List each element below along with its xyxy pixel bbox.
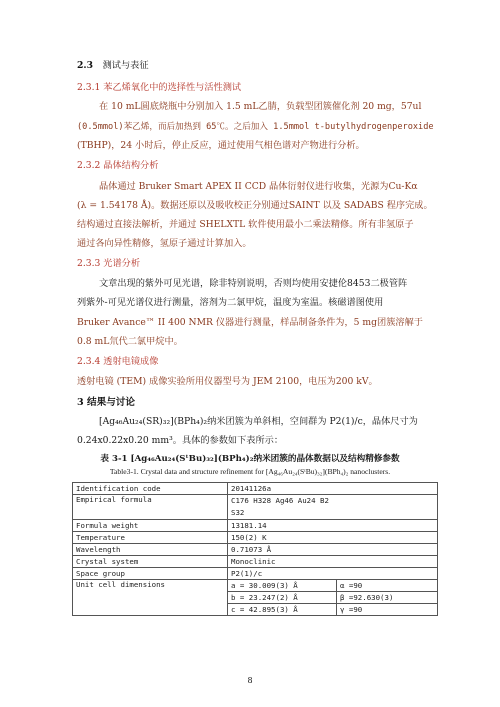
table-cell-value: 0.71073 Å	[228, 544, 438, 556]
subsection-heading-2-3-2: 2.3.2 晶体结构分析	[77, 160, 159, 171]
paragraph-line: 列紫外-可见光谱仪进行测量，溶剂为二氯甲烷，温度为室温。核磁谱图使用	[77, 297, 384, 308]
table-cell-label: Space group	[73, 568, 228, 580]
subsection-heading-2-3-1: 2.3.1 苯乙烯氧化中的选择性与活性测试	[77, 82, 242, 93]
section-number: 2.3	[77, 60, 93, 71]
table-cell-label: Unit cell dimensions	[73, 580, 228, 616]
paragraph-line: Bruker Avance™ II 400 NMR 仪器进行测量，样品制备条件为，5 mg团簇溶解于	[77, 317, 423, 328]
table-cell-value	[228, 495, 438, 520]
table-cell-value: 150(2) K	[228, 532, 438, 544]
paragraph-line: 晶体通过 Bruker Smart APEX II CCD 晶体衍射仪进行收集，光源为Cu-Kα	[99, 181, 418, 192]
paragraph-line: (λ = 1.54178 Å)。数据还原以及吸收校正分别通过SAINT 以及 SADABS 程序完成。	[77, 200, 433, 211]
paragraph-line: 透射电镜 (TEM) 成像实验所用仪器型号为 JEM 2100，电压为200 kV。	[77, 376, 378, 387]
table-row	[73, 544, 438, 556]
paragraph-line: (0.5mmol)苯乙烯，而后加热到 65℃。之后加入 1.5mmol t-butylhydrogenperoxide	[77, 122, 434, 132]
table-row	[73, 556, 438, 568]
unit-cell-axis: a = 30.009(3) Å	[228, 580, 337, 592]
table-cell-value: Monoclinic	[228, 556, 438, 568]
paragraph-line: 0.24x0.22x0.20 mm³。具体的参数如下表所示：	[77, 435, 284, 446]
crystal-data-table	[72, 482, 438, 616]
subsection-heading-2-3-4: 2.3.4 透射电镜成像	[77, 356, 159, 367]
table-row	[73, 495, 438, 520]
unit-cell-axis: b = 23.247(2) Å	[228, 592, 337, 604]
formula-line: C176 H328 Ag46 Au24 B2	[231, 496, 329, 505]
table-cell-label: Crystal system	[73, 556, 228, 568]
table-row	[73, 483, 438, 495]
page-number: 8	[247, 676, 253, 685]
paragraph-line: [Ag₄₆Au₂₄(SR)₃₂](BPh₄)₂纳米团簇为单斜相，空间群为 P2(1)/c，晶体尺寸为	[99, 416, 418, 427]
paragraph-line: 在 10 mL圆底烧瓶中分别加入 1.5 mL乙腈，负载型团簇催化剂 20 mg，57ul	[99, 101, 422, 112]
table-cell-label: Wavelength	[73, 544, 228, 556]
paragraph-line: (TBHP)，24 小时后，停止反应，通过使用气相色谱对产物进行分析。	[77, 140, 365, 151]
table-cell-label: Temperature	[73, 532, 228, 544]
table-row	[73, 520, 438, 532]
table-cell-value: 13181.14	[228, 520, 438, 532]
section-title: 测试与表征	[102, 60, 149, 71]
table-row	[73, 568, 438, 580]
formula-line: S32	[231, 508, 245, 517]
table-caption-cn: 表 3-1 [Ag₄₆Au₂₄(SᵗBu)₃₂](BPh₄)₂纳米团簇的晶体数据以及结构精修参数	[100, 454, 400, 464]
table-cell-value: 20141126a	[228, 483, 438, 495]
subsection-heading-2-3-3: 2.3.3 光谱分析	[77, 258, 141, 269]
table-caption-en: Table3-1. Crystal data and structure refinement for [Ag₄₆Au₂₄(SᵗBu)₃₂](BPh₄)₂ nanoclusters.	[109, 467, 391, 476]
section-heading-2-3	[77, 60, 149, 72]
table-row	[73, 580, 438, 592]
table-row	[73, 532, 438, 544]
paragraph-line: 结构通过直接法解析，并通过 SHELXTL 软件使用最小二乘法精修。所有非氢原子	[77, 219, 414, 230]
unit-cell-axis: c = 42.895(3) Å	[228, 604, 337, 616]
table-cell-label: Formula weight	[73, 520, 228, 532]
unit-cell-angle: α =90	[337, 580, 438, 592]
unit-cell-angle: β =92.630(3)	[337, 592, 438, 604]
unit-cell-angle: γ =90	[337, 604, 438, 616]
paragraph-line: 文章出现的紫外可见光谱，除非特别说明，否则均使用安捷伦8453二极管阵	[99, 278, 408, 289]
paragraph-line: 0.8 mL氘代二氯甲烷中。	[77, 336, 183, 347]
table-cell-label: Empirical formula	[73, 495, 228, 520]
section-heading-3: 3 结果与讨论	[77, 397, 135, 408]
paragraph-line: 通过各向异性精修，氢原子通过计算加入。	[77, 238, 252, 249]
table-cell-value: P2(1)/c	[228, 568, 438, 580]
table-cell-label: Identification code	[73, 483, 228, 495]
